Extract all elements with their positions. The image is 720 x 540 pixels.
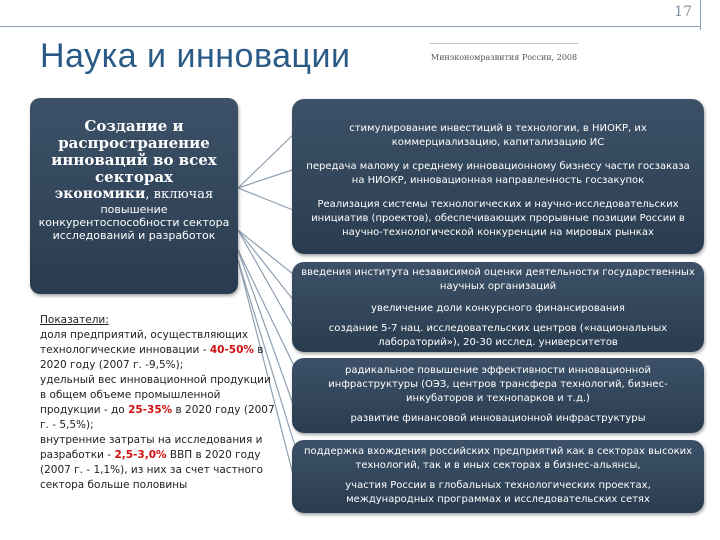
measure-item: Реализация системы технологических и научно-исследовательских инициатив (проектов), обеспечивающих прорывные позиции России в научно-технологической конкуренции на мировых рынках (311, 199, 685, 238)
main-goal-subtext: повышение конкурентоспособности сектора исследований и разработок (38, 203, 230, 242)
measure-item: создание 5-7 нац. исследовательских центров («национальных лабораторий»), 20-30 исслед. университетов (328, 323, 668, 348)
main-goal-heading: Создание и распространение инноваций во всех секторах (51, 117, 217, 186)
indicator-text: внутренние затраты на исследования и разработки - (40, 434, 263, 461)
indicator-text: удельный вес инновационной продукции в общем объеме промышленной продукции - до (40, 374, 271, 416)
measure-item: поддержка вхождения российских предприятий как в секторах высоких технологий, так и в иных секторах в бизнес-альянсы, (303, 446, 693, 471)
indicator-text: в 2020 году (2007 г. - 5,5%); (40, 404, 275, 431)
connector-line (238, 130, 298, 188)
measures-box-stimulation (292, 99, 704, 254)
source-caption: Минэкономразвития России, 2008 (430, 53, 578, 62)
indicators-block (40, 313, 278, 493)
indicator-value: 25-35% (128, 404, 173, 416)
main-goal-box (30, 98, 238, 294)
indicator-value: 40-50% (209, 344, 254, 356)
measure-item: развитие финансовой инновационной инфраструктуры (350, 413, 646, 424)
indicator-text: доля предприятий, осуществляющих технологические инновации - (40, 329, 249, 356)
measure-item: передача малому и среднему инновационному бизнесу части госзаказа на НИОКР, инновационная направленность госзакупок (306, 161, 690, 186)
slide-title: Наука и инновации (40, 37, 351, 75)
indicator-text: в 2020 году (2007 г. -9,5%); (40, 344, 264, 371)
measure-item: участия России в глобальных технологических проектах, международных программах и исследовательских сетях (345, 480, 651, 505)
economy-rest: , включая (145, 187, 214, 202)
economy-word: экономики (54, 186, 146, 202)
measures-box-infrastructure (292, 358, 704, 433)
main-goal-economy (30, 186, 238, 203)
connector-line (238, 188, 298, 212)
indicators-label: Показатели: (40, 314, 109, 326)
indicator-text: ВВП в 2020 году (2007 г. - 1,1%), из них за счет частного сектора больше половины (40, 449, 263, 491)
measure-item: радикальное повышение эффективности инновационной инфраструктуры (ОЭЗ, центров трансфера технологий, бизнес-инкубаторов и технопарков и т.д.) (328, 365, 668, 404)
measure-item: увеличение доли конкурсного финансирования (371, 303, 625, 314)
measures-box-science (292, 262, 704, 352)
page-number: 17 (674, 4, 692, 20)
indicator-value: 2,5-3,0% (114, 449, 167, 461)
measures-box-integration (292, 440, 704, 513)
connector-line (238, 168, 298, 188)
measure-item: введения института независимой оценки деятельности государственных научных организаций (301, 267, 695, 292)
connector-line (238, 230, 298, 278)
measure-item: стимулирование инвестиций в технологии, в НИОКР, их коммерциализацию, капитализацию ИС (349, 123, 647, 148)
